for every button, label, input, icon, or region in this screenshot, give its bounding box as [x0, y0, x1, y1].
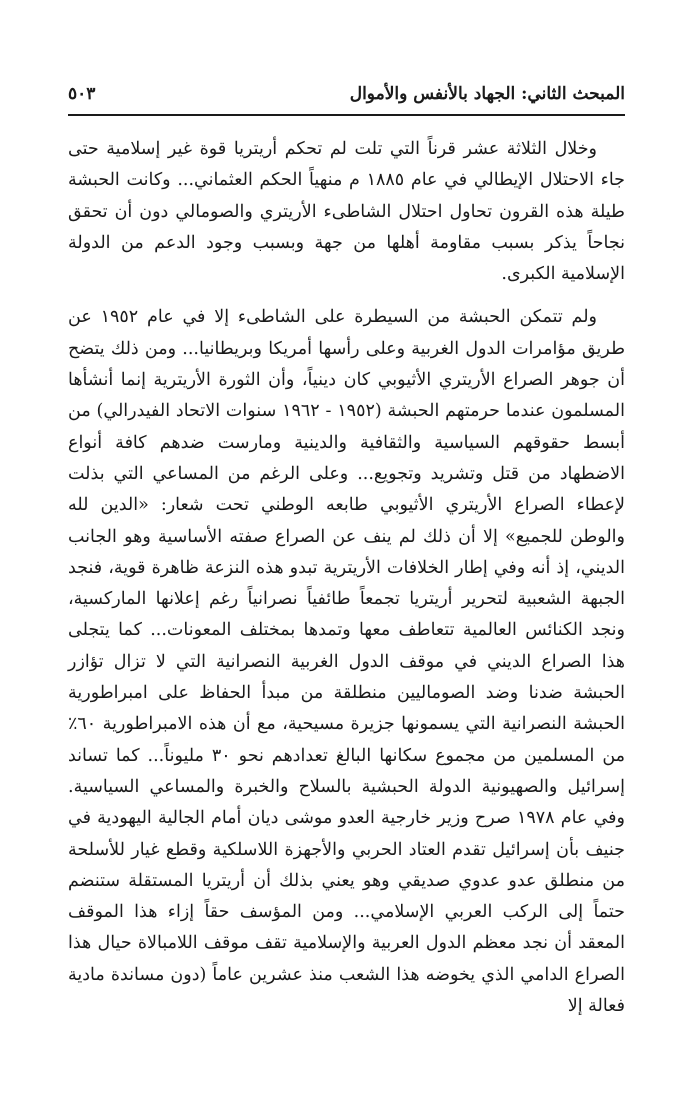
body-text — [68, 134, 625, 1022]
paragraph-1: وخلال الثلاثة عشر قرناً التي تلت لم تحكم أريتريا قوة غير إسلامية حتى جاء الاحتلال الإيطالي في عام ١٨٨٥ م منهياً الحكم العثماني... وكانت الحبشة طيلة هذه القرون تحاول احتلال الشاطىء الأريتري والصومالي دون أن تحقق نجاحاً يذكر بسبب مقاومة أهلها من جهة وبسبب وجود الدعم من الدولة الإسلامية الكبرى. — [68, 139, 626, 285]
page-number: ٥٠٣ — [68, 84, 96, 104]
paragraph-2: ولم تتمكن الحبشة من السيطرة على الشاطىء إلا في عام ١٩٥٢ عن طريق مؤامرات الدول الغربية وعلى رأسها أمريكا وبريطانيا... ومن ذلك يتضح أن جوهر الصراع الأريتري الأثيوبي كان دينياً، وأن الثورة الأريترية إنما أنشأها المسلمون عندما حرمتهم الحبشة (١٩٥٢ - ١٩٦٢ سنوات الاتحاد الفيدرالي) من أبسط حقوقهم السياسية والثقافية والدينية ومارست ضدهم كافة أنواع الاضطهاد من قتل وتشريد وتجويع... وعلى الرغم من المساعي التي بذلت لإعطاء الصراع الأريتري الأثيوبي طابعه الوطني تحت شعار: «الدين لله والوطن للجميع» إلا أن ذلك لم ينف عن الصراع صفته الأساسية وهو الجانب الديني، إذ أنه وفي إطار الخلافات الأريترية تبدو هذه النزعة ظاهرة قوية، فنجد الجبهة الشعبية لتحرير أريتريا تجمعاً طائفياً نصرانياً رغم إعلانها الماركسية، ونجد الكنائس العالمية تتعاطف معها وتمدها بمختلف المعونات... كما يتجلى هذا الصراع الديني في موقف الدول الغربية النصرانية التي لا تزال تؤازر الحبشة ضدنا وضد الصوماليين منطلقة من مبدأ الحفاظ على امبراطورية الحبشة النصرانية التي يسمونها جزيرة مسيحية، مع أن هذه الامبراطورية ٦٠٪ من المسلمين من مجموع سكانها البالغ تعدادهم نحو ٣٠ مليوناً... كما تساند إسرائيل والصهيونية الدولة الحبشية بالسلاح والخبرة والمساعي السياسية. وفي عام ١٩٧٨ صرح وزير خارجية العدو موشى ديان أمام الجالية اليهودية في جنيف بأن إسرائيل تقدم العتاد الحربي والأجهزة اللاسلكية وقطع غيار للأسلحة من منطلق عدو عدوي صديقي وهو يعني بذلك أن أريتريا المستقلة ستنضم حتماً إلى الركب العربي الإسلامي... ومن المؤسف حقاً إزاء هذا الموقف المعقد أن نجد معظم الدول العربية والإسلامية تقف موقف اللامبالاة حيال هذا الصراع الدامي الذي يخوضه هذا الشعب منذ عشرين عاماً (دون مساندة مادية فعالة إلا — [68, 307, 626, 1017]
running-head — [68, 82, 625, 116]
chapter-title: المبحث الثاني: الجهاد بالأنفس والأموال — [349, 84, 625, 104]
